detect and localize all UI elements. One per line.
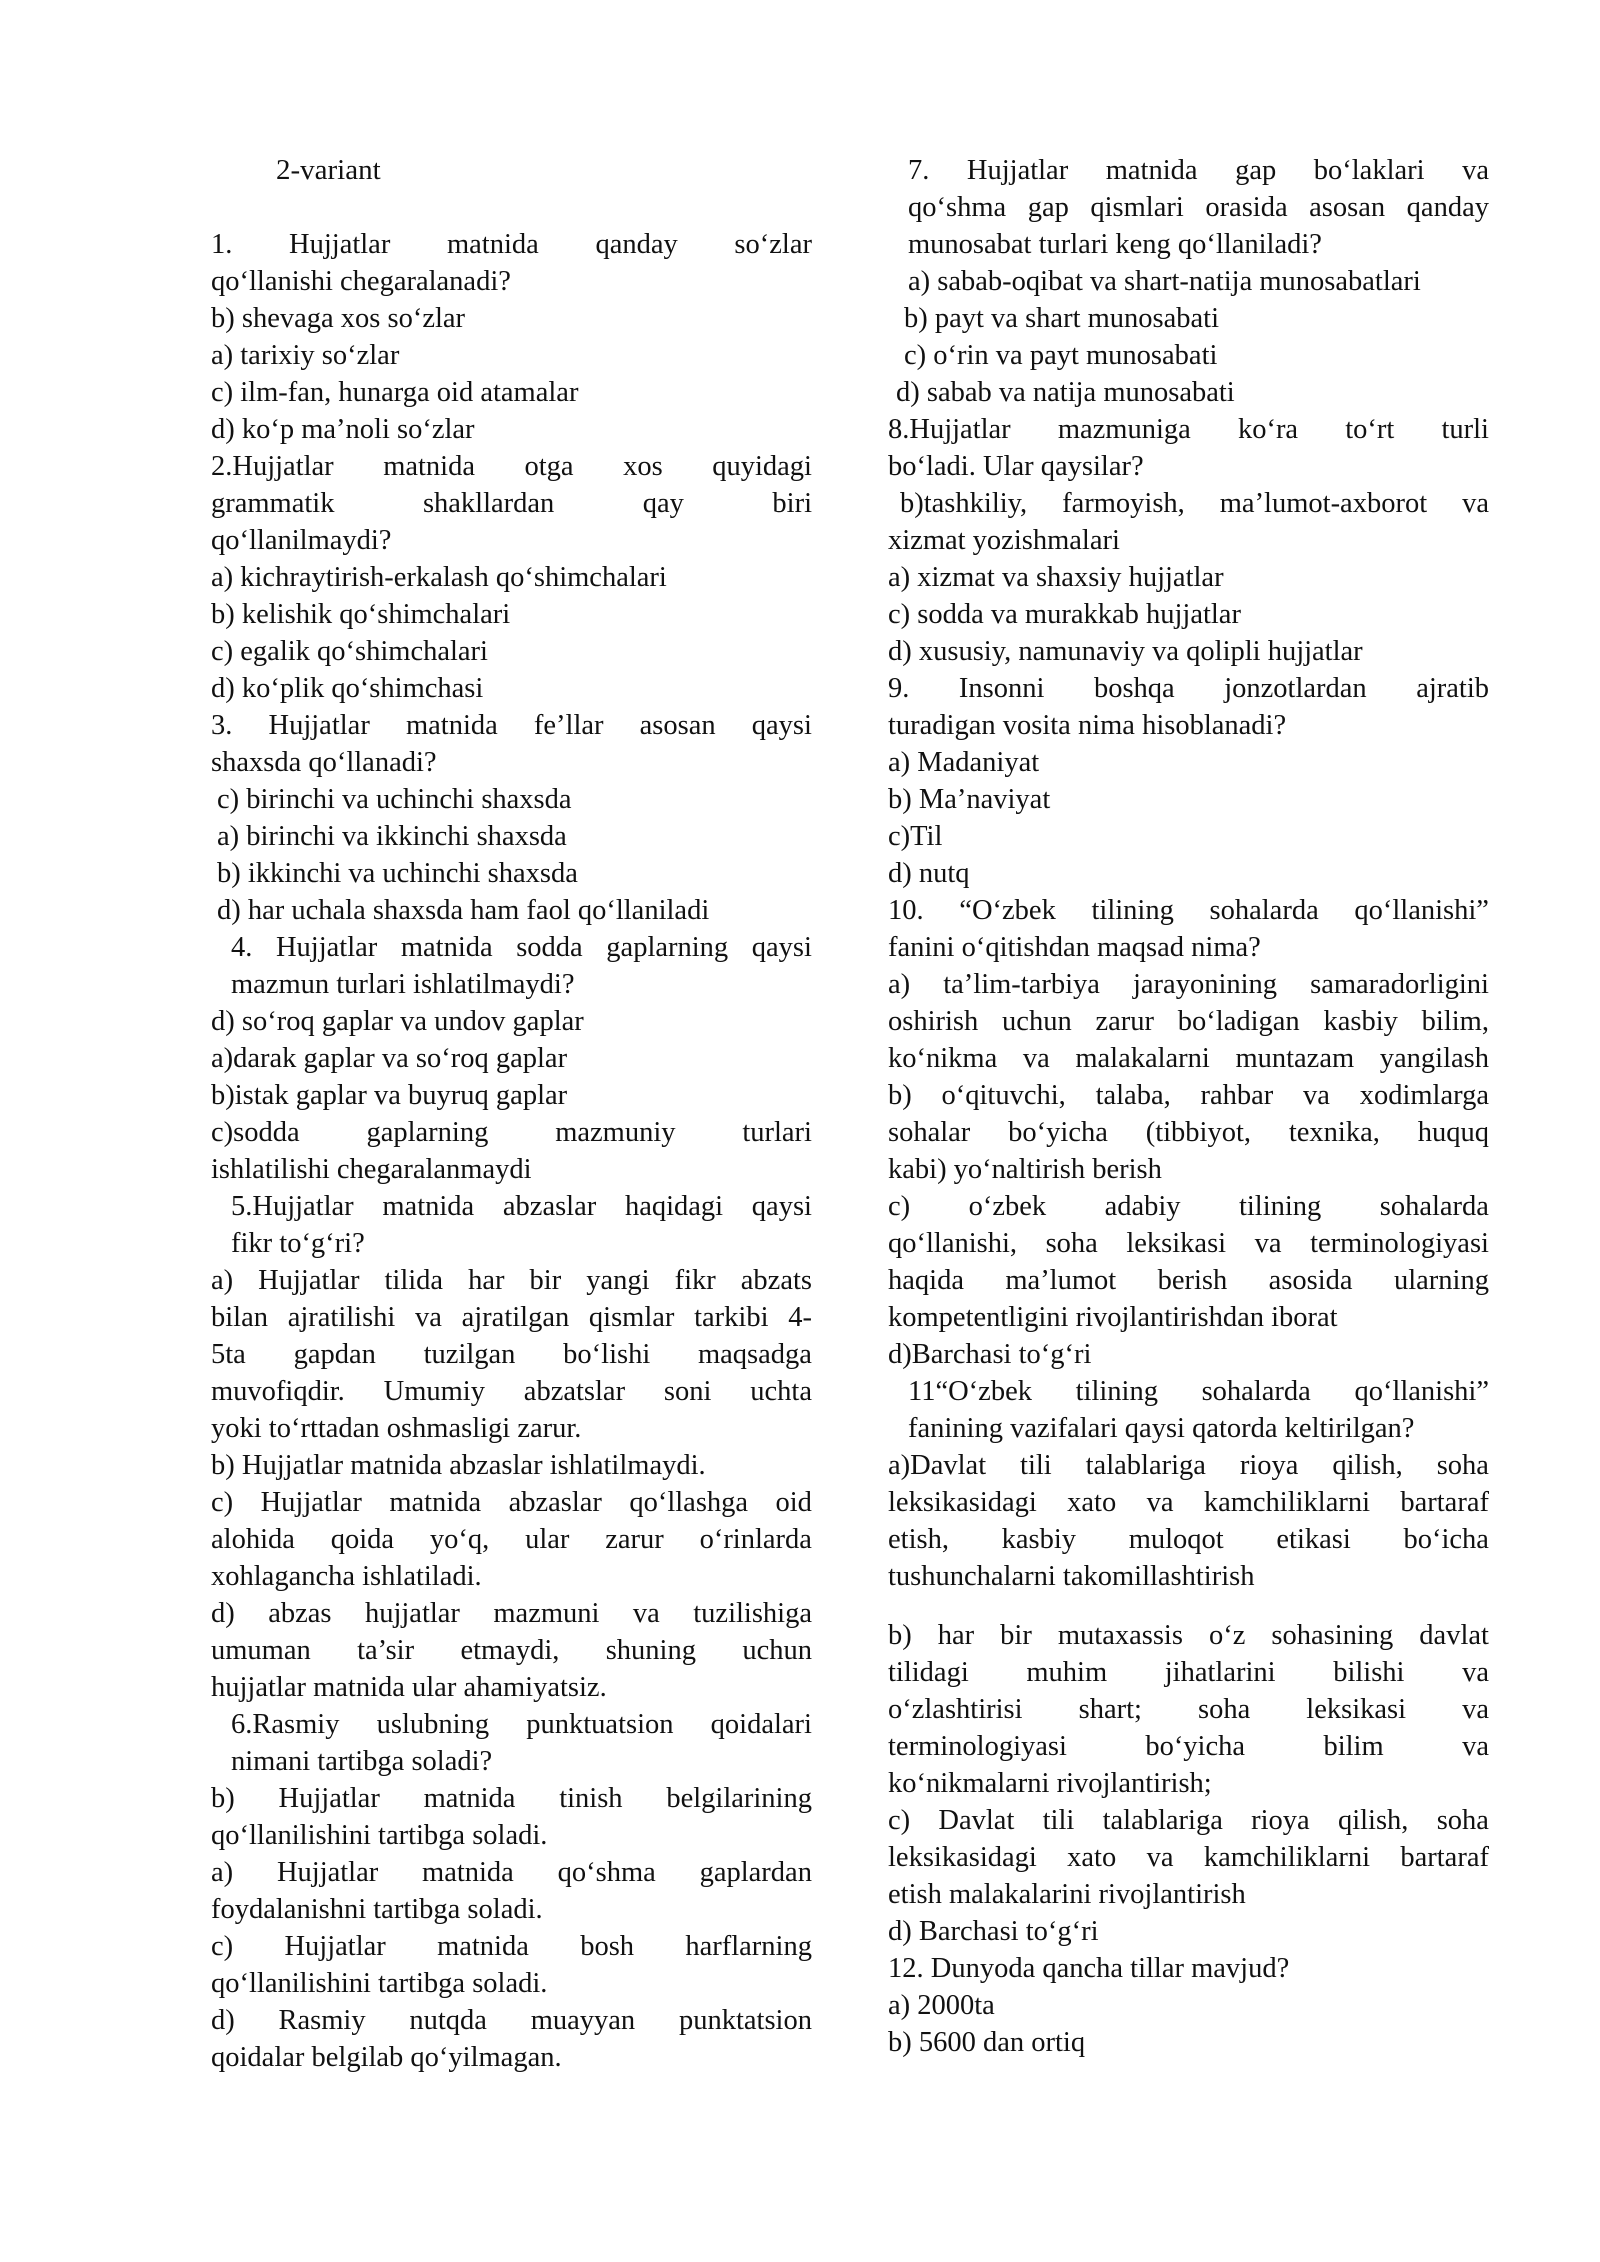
text-line: qo‘shma gap qismlari orasida asosan qanday	[908, 192, 1489, 223]
text-line: ko‘nikma va malakalarni muntazam yangilash	[888, 1043, 1489, 1074]
text-line: c) ilm-fan, hunarga oid atamalar	[211, 377, 579, 408]
text-line: c) sodda va murakkab hujjatlar	[888, 599, 1241, 630]
text-line: 11“O‘zbek tilining sohalarda qo‘llanishi”	[908, 1376, 1489, 1407]
text-line: shaxsda qo‘llanadi?	[211, 747, 437, 778]
text-line: yoki to‘rttadan oshmasligi zarur.	[211, 1413, 582, 1444]
paragraph-gap	[888, 1595, 1489, 1617]
text-line: tilidagi muhim jihatlarini bilishi va	[888, 1657, 1489, 1688]
text-line: a) 2000ta	[888, 1990, 995, 2021]
text-line: hujjatlar matnida ular ahamiyatsiz.	[211, 1672, 607, 1703]
text-line: c) Hujjatlar matnida bosh harflarning	[211, 1931, 812, 1962]
text-line: qo‘llanilishini tartibga soladi.	[211, 1968, 548, 1999]
text-line: kabi) yo‘naltirish berish	[888, 1154, 1162, 1185]
text-line: xizmat yozishmalari	[888, 525, 1120, 556]
right-column	[888, 152, 1489, 2061]
text-line: d)Barchasi to‘g‘ri	[888, 1339, 1092, 1370]
text-line: 5ta gapdan tuzilgan bo‘lishi maqsadga	[211, 1339, 812, 1370]
text-line: mazmun turlari ishlatilmaydi?	[231, 969, 575, 1000]
text-line: c) o‘zbek adabiy tilining sohalarda	[888, 1191, 1489, 1222]
text-line: a) ta’lim-tarbiya jarayonining samaradorligini	[888, 969, 1489, 1000]
text-line: d) Barchasi to‘g‘ri	[888, 1916, 1099, 1947]
text-line: c) o‘rin va payt munosabati	[904, 340, 1218, 371]
text-line: ishlatilishi chegaralanmaydi	[211, 1154, 532, 1185]
text-line: xohlagancha ishlatiladi.	[211, 1561, 482, 1592]
text-line: b) payt va shart munosabati	[904, 303, 1220, 334]
text-line: d) so‘roq gaplar va undov gaplar	[211, 1006, 584, 1037]
text-line: c)Til	[888, 821, 943, 852]
text-line: 6.Rasmiy uslubning punktuatsion qoidalari	[231, 1709, 812, 1740]
text-line: 2.Hujjatlar matnida otga xos quyidagi	[211, 451, 812, 482]
text-line: etish malakalarini rivojlantirish	[888, 1879, 1246, 1910]
text-line: b) ikkinchi va uchinchi shaxsda	[217, 858, 578, 889]
text-line: sohalar bo‘yicha (tibbiyot, texnika, huquq	[888, 1117, 1489, 1148]
text-line: a) xizmat va shaxsiy hujjatlar	[888, 562, 1224, 593]
text-line: d) xususiy, namunaviy va qolipli hujjatlar	[888, 636, 1363, 667]
text-line: munosabat turlari keng qo‘llaniladi?	[908, 229, 1322, 260]
text-line: a)darak gaplar va so‘roq gaplar	[211, 1043, 568, 1074]
text-line: a) Hujjatlar tilida har bir yangi fikr abzats	[211, 1265, 812, 1296]
text-line: b)istak gaplar va buyruq gaplar	[211, 1080, 568, 1111]
text-line: etish, kasbiy muloqot etikasi bo‘icha	[888, 1524, 1489, 1555]
text-line: d) har uchala shaxsda ham faol qo‘llaniladi	[217, 895, 710, 926]
text-line: fanining vazifalari qaysi qatorda keltirilgan?	[908, 1413, 1415, 1444]
text-line: b) o‘qituvchi, talaba, rahbar va xodimlarga	[888, 1080, 1489, 1111]
text-line: alohida qoida yo‘q, ular zarur o‘rinlarda	[211, 1524, 812, 1555]
text-line: o‘zlashtirisi shart; soha leksikasi va	[888, 1694, 1489, 1725]
text-line: oshirish uchun zarur bo‘ladigan kasbiy bilim,	[888, 1006, 1489, 1037]
text-line: ko‘nikmalarni rivojlantirish;	[888, 1768, 1212, 1799]
text-line: c) egalik qo‘shimchalari	[211, 636, 488, 667]
text-line: a) sabab-oqibat va shart-natija munosabatlari	[908, 266, 1421, 297]
text-line: bilan ajratilishi va ajratilgan qismlar tarkibi 4-	[211, 1302, 812, 1333]
text-line: leksikasidagi xato va kamchiliklarni bartaraf	[888, 1842, 1489, 1873]
text-line: kompetentligini rivojlantirishdan iborat	[888, 1302, 1338, 1333]
text-line: qo‘llanishi, soha leksikasi va terminologiyasi	[888, 1228, 1489, 1259]
text-line: b)tashkiliy, farmoyish, ma’lumot-axborot va	[900, 488, 1489, 519]
text-line: umuman ta’sir etmaydi, shuning uchun	[211, 1635, 812, 1666]
text-line: turadigan vosita nima hisoblanadi?	[888, 710, 1287, 741]
left-column-text	[211, 226, 812, 2076]
text-line: 1. Hujjatlar matnida qanday so‘zlar	[211, 229, 812, 260]
text-line: c) Hujjatlar matnida abzaslar qo‘llashga oid	[211, 1487, 812, 1518]
text-line: qo‘llanilishini tartibga soladi.	[211, 1820, 548, 1851]
text-line: qo‘llanishi chegaralanadi?	[211, 266, 511, 297]
text-line: b) Hujjatlar matnida abzaslar ishlatilmaydi.	[211, 1450, 706, 1481]
text-line: b) Ma’naviyat	[888, 784, 1051, 815]
variant-title: 2-variant	[276, 154, 381, 186]
text-line: grammatik shakllardan qay biri	[211, 488, 812, 519]
text-line: d) ko‘plik qo‘shimchasi	[211, 673, 484, 704]
text-line: b) 5600 dan ortiq	[888, 2027, 1086, 2058]
text-line: 9. Insonni boshqa jonzotlardan ajratib	[888, 673, 1489, 704]
text-line: c) Davlat tili talablariga rioya qilish, soha	[888, 1805, 1489, 1836]
text-line: qo‘llanilmaydi?	[211, 525, 392, 556]
text-line: c)sodda gaplarning mazmuniy turlari	[211, 1117, 812, 1148]
text-line: b) har bir mutaxassis o‘z sohasining davlat	[888, 1620, 1489, 1651]
text-line: d) sabab va natija munosabati	[896, 377, 1235, 408]
text-line: b) shevaga xos so‘zlar	[211, 303, 466, 334]
text-line: fanini o‘qitishdan maqsad nima?	[888, 932, 1261, 963]
text-line: d) ko‘p ma’noli so‘zlar	[211, 414, 475, 445]
text-line: d) abzas hujjatlar mazmuni va tuzilishiga	[211, 1598, 812, 1629]
text-line: 4. Hujjatlar matnida sodda gaplarning qaysi	[231, 932, 812, 963]
text-line: 12. Dunyoda qancha tillar mavjud?	[888, 1953, 1290, 1984]
text-line: 5.Hujjatlar matnida abzaslar haqidagi qaysi	[231, 1191, 812, 1222]
left-column	[211, 152, 812, 2076]
text-line: d) Rasmiy nutqda muayyan punktatsion	[211, 2005, 812, 2036]
text-line: bo‘ladi. Ular qaysilar?	[888, 451, 1144, 482]
text-line: a)Davlat tili talablariga rioya qilish, soha	[888, 1450, 1489, 1481]
text-line: tushunchalarni takomillashtirish	[888, 1561, 1255, 1592]
text-line: muvofiqdir. Umumiy abzatslar soni uchta	[211, 1376, 812, 1407]
text-line: b) kelishik qo‘shimchalari	[211, 599, 511, 630]
text-line: foydalanishni tartibga soladi.	[211, 1894, 543, 1925]
text-line: nimani tartibga soladi?	[231, 1746, 493, 1777]
text-line: a) birinchi va ikkinchi shaxsda	[217, 821, 567, 852]
text-line: qoidalar belgilab qo‘yilmagan.	[211, 2042, 562, 2073]
text-line: b) Hujjatlar matnida tinish belgilarining	[211, 1783, 812, 1814]
text-line: 10. “O‘zbek tilining sohalarda qo‘llanishi”	[888, 895, 1489, 926]
text-line: d) nutq	[888, 858, 970, 889]
text-line: leksikasidagi xato va kamchiliklarni bartaraf	[888, 1487, 1489, 1518]
text-line: a) tarixiy so‘zlar	[211, 340, 400, 371]
text-line: 7. Hujjatlar matnida gap bo‘laklari va	[908, 155, 1489, 186]
text-line: a) Madaniyat	[888, 747, 1040, 778]
text-line: 3. Hujjatlar matnida fe’llar asosan qaysi	[211, 710, 812, 741]
text-line: 8.Hujjatlar mazmuniga ko‘ra to‘rt turli	[888, 414, 1489, 445]
text-line: fikr to‘g‘ri?	[231, 1228, 365, 1259]
right-column-text	[888, 152, 1489, 2061]
text-line: a) Hujjatlar matnida qo‘shma gaplardan	[211, 1857, 812, 1888]
text-line: a) kichraytirish-erkalash qo‘shimchalari	[211, 562, 667, 593]
text-line: haqida ma’lumot berish asosida ularning	[888, 1265, 1489, 1296]
text-line: terminologiyasi bo‘yicha bilim va	[888, 1731, 1489, 1762]
text-line: c) birinchi va uchinchi shaxsda	[217, 784, 572, 815]
